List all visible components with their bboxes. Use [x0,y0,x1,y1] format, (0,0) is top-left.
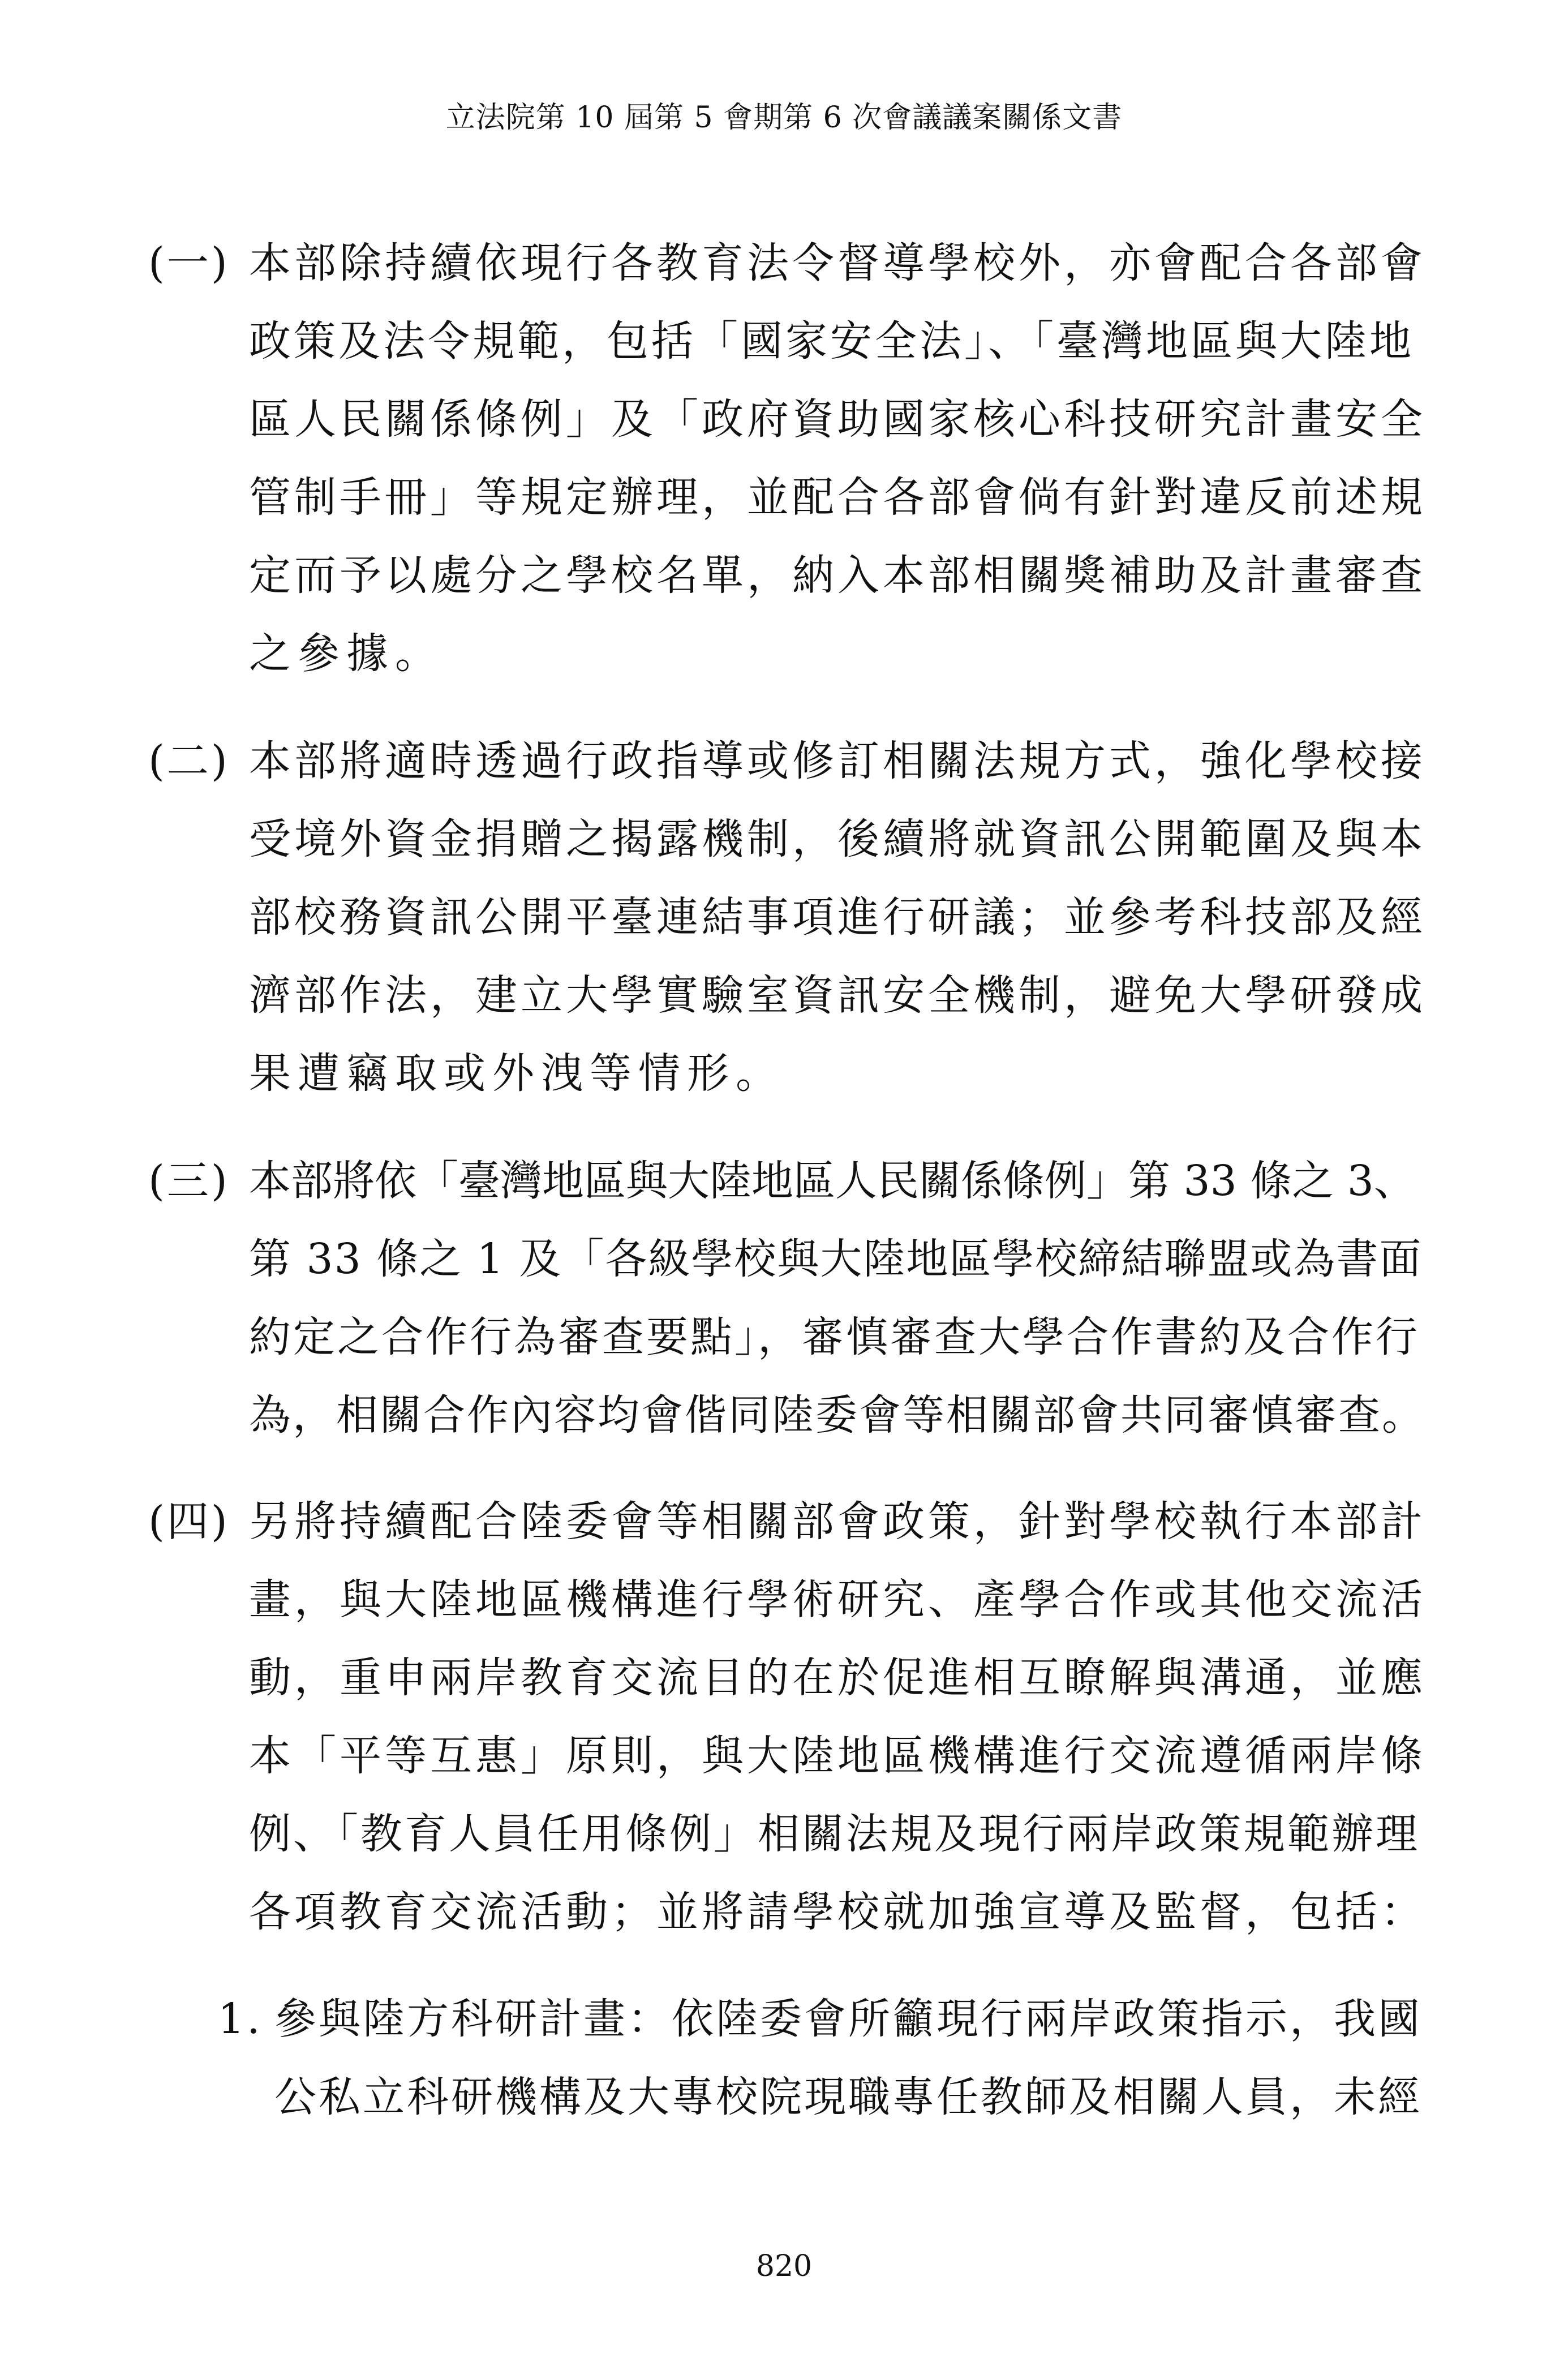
page-header: 立法院第 10 屆第 5 會期第 6 次會議議案關係文書 [445,101,1123,135]
section-line: 本「平等互惠」原則，與大陸地區機構進行交流遵循兩岸條 [249,1732,1426,1780]
section-line: 例、「教育人員任用條例」相關法規及現行兩岸政策規範辦理 [249,1810,1420,1858]
section-line: 果遭竊取或外洩等情形。 [249,1049,784,1098]
section-line: 部校務資訊公開平臺連結事項進行研議；並參考科技部及經 [249,893,1426,942]
section-marker: (三) [148,1157,230,1205]
section-line: 本部除持續依現行各教育法令督導學校外，亦會配合各部會 [249,239,1426,287]
section-line: 受境外資金捐贈之揭露機制，後續將就資訊公開範圍及與本 [249,815,1426,864]
section-line: 第 33 條之 1 及「各級學校與大陸地區學校締結聯盟或為書面 [249,1235,1423,1283]
section-line: 定而予以處分之學校名單，納入本部相關獎補助及計畫審查 [249,551,1426,600]
section-line: 約定之合作行為審查要點」，審慎審查大學合作書約及合作行 [249,1313,1420,1361]
section-line: 區人民關係條例」及「政府資助國家核心科技研究計畫安全 [249,395,1426,444]
section-line: 之參據。 [249,629,444,678]
section-marker: (二) [148,737,230,785]
section-line: 濟部作法，建立大學實驗室資訊安全機制，避免大學研發成 [249,971,1426,1020]
section-line: 本部將適時透過行政指導或修訂相關法規方式，強化學校接 [249,737,1426,785]
section-line: 參與陸方科研計畫：依陸委會所籲現行兩岸政策指示，我國 [274,1995,1422,2043]
section-marker: (四) [148,1497,230,1546]
section-line: 各項教育交流活動；並將請學校就加強宣導及監督，包括： [249,1888,1426,1936]
section-line: 另將持續配合陸委會等相關部會政策，針對學校執行本部計 [249,1497,1426,1546]
page-number: 820 [755,2249,813,2283]
section-line: 為，相關合作內容均會偕同陸委會等相關部會共同審慎審查。 [249,1391,1425,1440]
section-line: 動，重申兩岸教育交流目的在於促進相互瞭解與溝通，並應 [249,1653,1426,1702]
section-line: 政策及法令規範，包括「國家安全法」、「臺灣地區與大陸地 [249,317,1414,366]
section-line: 管制手冊」等規定辦理，並配合各部會倘有針對違反前述規 [249,473,1426,522]
section-line: 畫，與大陸地區機構進行學術研究、產學合作或其他交流活 [249,1575,1426,1624]
section-line: 本部將依「臺灣地區與大陸地區人民關係條例」第 33 條之 3、 [249,1157,1416,1205]
sub-item-marker: 1. [218,1995,263,2043]
section-marker: (一) [148,239,230,287]
section-line: 公私立科研機構及大專校院現職專任教師及相關人員，未經 [274,2073,1422,2121]
